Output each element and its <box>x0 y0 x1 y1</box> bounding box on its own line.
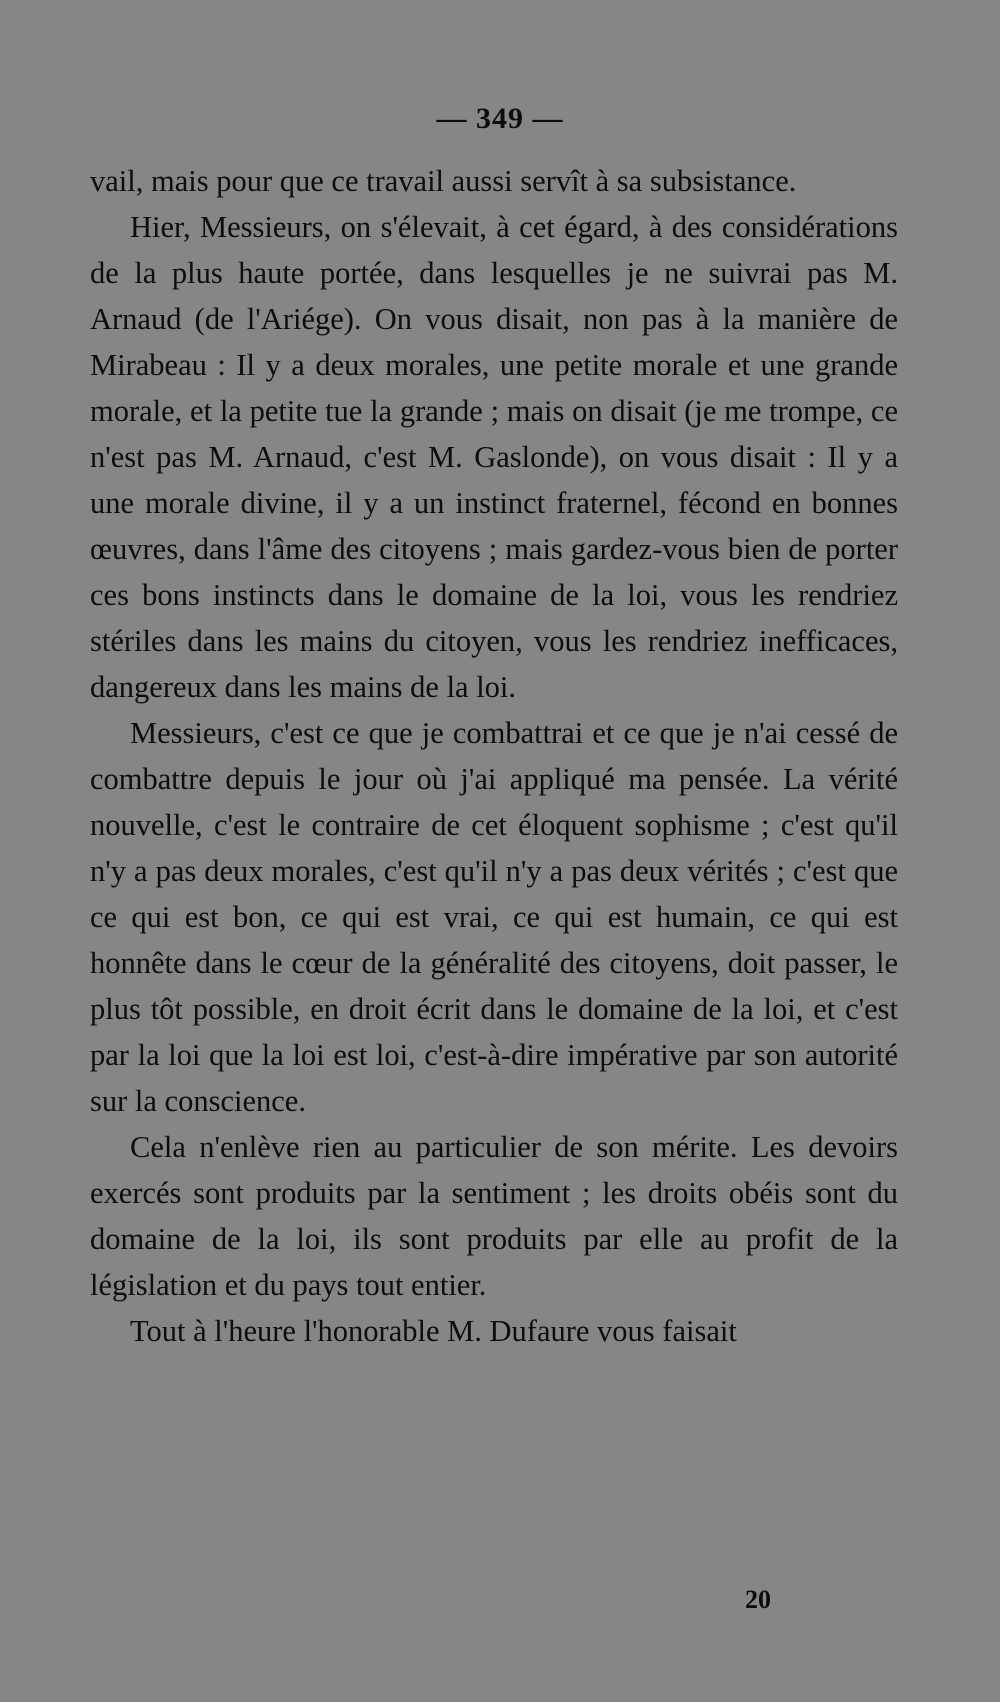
paragraph-4: Cela n'enlève rien au particulier de son mérite. Les devoirs exercés sont produits par la sentiment ; les droits obéis sont du domaine de la loi, ils sont produits par elle au profit de la législation et du pays tout entier. <box>90 1130 898 1302</box>
paragraph-3: Messieurs, c'est ce que je combattrai et ce que je n'ai cessé de combattre depuis le jour où j'ai appliqué ma pensée. La vérité nouvelle, c'est le contraire de cet éloquent sophisme ; c'est qu'il n'y a pas deux morales, c'est qu'il n'y a pas deux vérités ; c'est que ce qui est bon, ce qui est vrai, ce qui est humain, ce qui est honnête dans le cœur de la généralité des citoyens, doit passer, le plus tôt possible, en droit écrit dans le domaine de la loi, et c'est par la loi que la loi est loi, c'est-à-dire impérative par son autorité sur la conscience. <box>90 716 898 1118</box>
body-text <box>90 158 898 1354</box>
paragraph-5: Tout à l'heure l'honorable M. Dufaure vous faisait <box>130 1314 737 1348</box>
signature-mark: 20 <box>745 1585 771 1614</box>
page-number: — 349 — <box>436 102 564 135</box>
paragraph-2: Hier, Messieurs, on s'élevait, à cet égard, à des considérations de la plus haute portée, dans lesquelles je ne suivrai pas M. Arnaud (de l'Ariége). On vous disait, non pas à la manière de Mirabeau : Il y a deux morales, une petite morale et une grande morale, et la petite tue la grande ; mais on disait (je me trompe, ce n'est pas M. Arnaud, c'est M. Gaslonde), on vous disait : Il y a une morale divine, il y a un instinct fraternel, fécond en bonnes œuvres, dans l'âme des citoyens ; mais gardez-vous bien de porter ces bons instincts dans le domaine de la loi, vous les rendriez stériles dans les mains du citoyen, vous les rendriez inefficaces, dangereux dans les mains de la loi. <box>90 210 898 704</box>
paragraph-1: vail, mais pour que ce travail aussi servît à sa subsistance. <box>90 164 797 198</box>
